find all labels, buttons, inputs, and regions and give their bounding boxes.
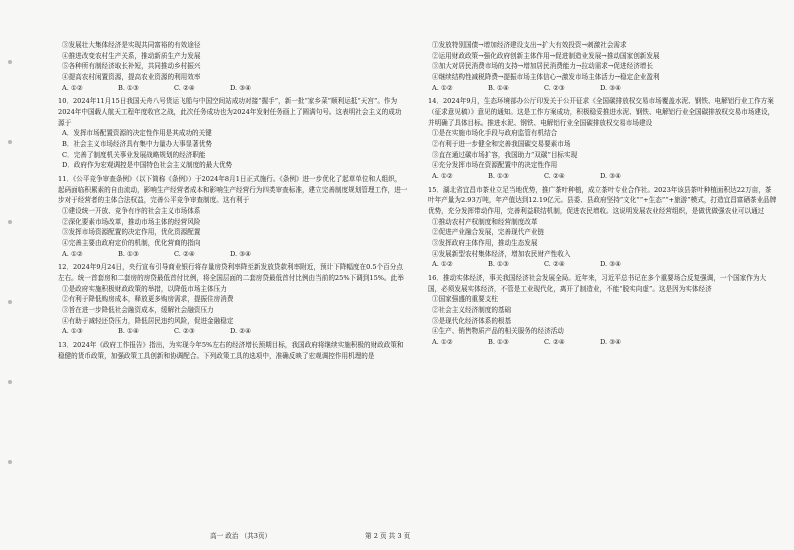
question-11 xyxy=(58,174,408,259)
choice-b: B. ①③ xyxy=(488,172,509,181)
choice-d: D. ②④ xyxy=(230,327,252,336)
footer-page-number: 第 2 页 共 3 页 xyxy=(365,532,411,540)
question-9-tail xyxy=(58,40,408,93)
choice-d: D. ③④ xyxy=(230,249,252,258)
option: ③是现代化经济体系的根基 xyxy=(432,316,512,325)
choice-d: D. ③④ xyxy=(600,260,622,269)
question-14 xyxy=(428,96,778,181)
option: ③发挥政府主体作用，推动生态发展 xyxy=(432,239,538,248)
question-12 xyxy=(58,262,408,337)
choice-c: C. ②④ xyxy=(544,260,565,269)
choice-c: C. ②③ xyxy=(174,327,195,336)
choice-c: C. ②④ xyxy=(174,83,195,92)
option: ④提高农村闲置资源，提高农业资源的利用效率 xyxy=(62,73,201,82)
answer-choices xyxy=(428,171,778,182)
footer-subject: 高一 政治 （共3页） xyxy=(210,532,272,540)
right-column xyxy=(428,40,778,351)
choice-b: B. ①③ xyxy=(118,83,139,92)
choice-a: A. ①② xyxy=(432,338,453,347)
option: B．社会主义市场经济具有集中力量办大事显著优势 xyxy=(62,140,212,149)
choice-b: B. ①④ xyxy=(118,327,139,336)
choice-a: A. ①② xyxy=(432,260,453,269)
choice-a: A. ①② xyxy=(432,172,453,181)
question-stem: 13．2024年《政府工作报告》指出，为实现今年5%左右的经济增长预期目标，我国政府将继续实施积极的财政政策和稳健的货币政策，加强政策工具创新和协调配合。下列政策工具的选项中，准确反映了宏观调控作用机理的是 xyxy=(58,341,404,360)
choice-b: B. ①③ xyxy=(488,338,509,347)
answer-choices xyxy=(428,337,778,348)
option: D．政府作为宏观调控是中国特色社会主义制度的最大优势 xyxy=(62,161,233,170)
choice-c: C. ②④ xyxy=(544,338,565,347)
choice-b: B. ①③ xyxy=(118,249,139,258)
option: ①是政府实施积极财政政策的举措，以降低市场主体压力 xyxy=(62,284,227,293)
answer-choices xyxy=(58,83,408,94)
choice-d: D. ③④ xyxy=(600,172,622,181)
question-13 xyxy=(58,340,408,361)
option: ②有利于降低购房成本，释放更多购房需求，提振住房消费 xyxy=(62,295,234,304)
question-stem: 10．2024年11月15日我国天舟八号货运飞船与中国空间站成功对接“握手”，新一批“家乡菜”顺利运抵“天宫”。作为2024年中国载人航天工程年度收官之战，此次任务成功也为2024年发射任务画上了圆满句号。这表明社会主义的成功源于 xyxy=(58,97,402,127)
option: ④发展新型农村集体经济，增加农民财产性收入 xyxy=(432,249,571,258)
option: ②有利于进一步健全和完善我国碳交易要素市场 xyxy=(432,140,571,149)
question-stem: 16．推动实体经济，事关我国经济社会发展全局。近年来，习近平总书记在多个重要场合反复强调，一个国家作为大国，必须发展实体经济，不管是工业现代化，离开了制造业，不能“脱实向虚”。这是因为实体经济 xyxy=(428,274,767,293)
option: A．发挥市场配置资源的决定性作用是其成功的关键 xyxy=(62,129,212,138)
choice-a: A. ①② xyxy=(432,83,453,92)
option: ③发挥市场资源配置的决定作用，优化资源配置 xyxy=(62,228,201,237)
option: ②深化要素市场改革，推动市场主体的经营风险 xyxy=(62,217,201,226)
left-column xyxy=(58,40,408,364)
choice-a: A. ①③ xyxy=(62,327,83,336)
answer-choices xyxy=(58,326,408,337)
question-stem: 14．2024年9月，生态环境部办公厅印发关于公开征求《全国碳排放权交易市场覆盖水泥、钢铁、电解铝行业工作方案（征求意见稿）》意见的通知。这是工作方案成功，积极稳妥推进水泥、钢铁、电解铝行业全国碳排放权交易市场建设，并明确了具体目标。推进水泥、钢铁、电解铝行业全国碳排放权交易市场建设 xyxy=(428,97,775,127)
answer-choices xyxy=(428,83,778,94)
option: ④完善主要由政府定价的机制，优化营商的指向 xyxy=(62,239,201,248)
option: ④推进改变农村生产关系，推动新质生产力发展 xyxy=(62,51,201,60)
option: ②促进产业融合发展，完善现代产业链 xyxy=(432,228,545,237)
option: C．完善了制度机关事业发展战略规划的经济职能 xyxy=(62,150,206,159)
option: ①建设统一开放、竞争有序的社会主义市场体系 xyxy=(62,207,201,216)
option: ④充分发挥市场在资源配置中的决定性作用 xyxy=(432,161,558,170)
choice-c: C. ②④ xyxy=(174,249,195,258)
option: ②社会主义经济制度的基础 xyxy=(432,306,512,315)
answer-choices xyxy=(428,259,778,270)
choice-b: B. ①③ xyxy=(488,260,509,269)
question-stem: 11．《公平竞争审查条例》（以下简称《条例》）于2024年8月1日正式施行。《条例》进一步优化了起草单位和人组织，起码面临积累素的自由流动，影响生产经营者成本和影响生产经营行为四类审查标准，建立完善制度规划管理工作，进一步对于经营者的主体合法权益，完善公平竞争审查制度。这有利于 xyxy=(58,175,408,205)
option: ①发放特别国债→增加经济建设支出→扩大有效投资→刺激社会需求 xyxy=(432,41,627,49)
question-13-options xyxy=(428,40,778,93)
choice-c: C. ②③ xyxy=(544,83,565,92)
choice-d: D. ③④ xyxy=(600,338,622,347)
question-15 xyxy=(428,185,778,270)
question-stem: 12．2024年9月24日，央行宣布引导商业银行将存量房贷利率降至新发放贷款利率附近，预计下降幅度在0.5个百分点左右。统一首套房和二套房的房贷最低首付比例，将全国层面的二套房贷最低首付比例由当前的25%下调到15%。此举 xyxy=(58,263,404,283)
question-16 xyxy=(428,273,778,348)
choice-a: A. ①② xyxy=(62,249,83,258)
option: ③加大对居民消费市场的支持→增加居民消费能力→拉动需求→促进经济增长 xyxy=(432,62,653,71)
option: ③发展壮大集体经济是实现共同富裕的有效途径 xyxy=(62,41,201,49)
option: ①推动农村产权制度和经营制度改革 xyxy=(432,217,538,226)
option: ③旨在进一步降低社会融资成本，缓解社会融资压力 xyxy=(62,306,214,315)
binding-margin-dots xyxy=(8,0,14,550)
choice-d: D. ③④ xyxy=(600,83,622,92)
option: ④有助于减轻还贷压力，降低居民违约风险，促进金融稳定 xyxy=(62,316,234,325)
answer-choices xyxy=(58,249,408,260)
question-stem: 15．湖北省宜昌市茶业立足当地优势，推广茶叶种植，成立茶叶专业合作社。2023年该县茶叶种植面积达22万亩，茶叶年产量为2.93万吨，年产值达到12.19亿元。县委、县政府坚持“文化”“+生态”“+旅游”模式，打造宜昌富硒茶业品牌优势，充分发挥带动作用，完善利益联结机制，促进农民增收。这说明发展农业经营组织，是做优做强农业可以通过 xyxy=(428,185,777,216)
question-10 xyxy=(58,96,408,171)
option: ⑤各种所有制经济取长补短，共同推动乡村振兴 xyxy=(62,62,201,71)
choice-a: A. ①② xyxy=(62,83,83,92)
option: ④生产、销售物质产品的相关服务的经济活动 xyxy=(432,327,564,336)
choice-d: D. ③④ xyxy=(230,83,252,92)
choice-b: B. ①④ xyxy=(488,83,509,92)
option: ①国家强盛的重要支柱 xyxy=(432,295,498,304)
option: ①是在实施市场化手段与政府监管有机结合 xyxy=(432,129,558,138)
option: ②运用财政政策→强化政府创新主体作用→促进制造业发展→推动国家创新发展 xyxy=(432,51,660,60)
option: ④继续结构性减税降费→提振市场主体信心→激发市场主体活力→稳定企业盈利 xyxy=(432,73,660,82)
option: ③直在通过碳市场扩容，我国助力“双碳”目标实现 xyxy=(432,150,578,159)
choice-c: C. ②④ xyxy=(544,172,565,181)
